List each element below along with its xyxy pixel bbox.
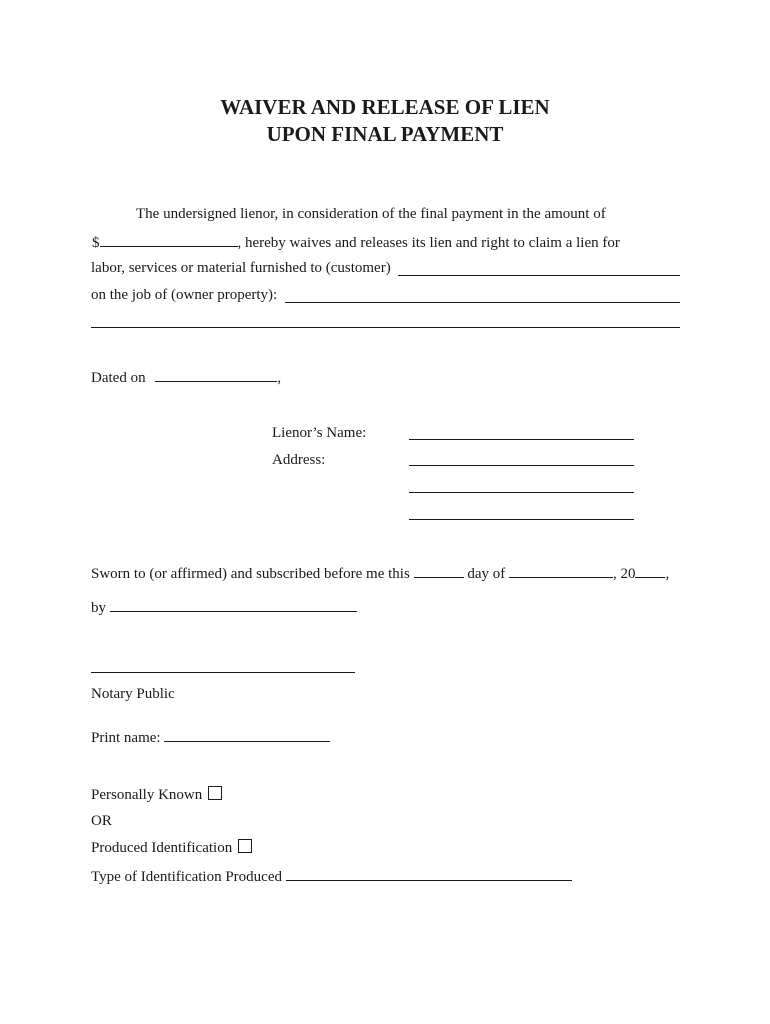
dated-comma: , [277,370,282,386]
consideration-text: The undersigned lienor, in consideration of the final payment in the amount of [136,206,606,222]
address-field-line-2[interactable] [409,492,634,493]
lienor-name-field[interactable] [409,439,634,440]
sworn-prefix: Sworn to (or affirmed) and subscribed before me this [91,566,410,582]
or-label: OR [91,813,112,829]
notary-signature-field[interactable] [91,672,355,673]
owner-property-label: on the job of (owner property): [91,287,278,303]
owner-property-field[interactable] [285,302,680,303]
personally-known-checkbox[interactable] [208,786,222,800]
by-label: by [91,600,106,616]
amount-field[interactable] [100,232,238,247]
print-name-label: Print name: [91,730,161,746]
dated-line [91,367,281,387]
customer-field[interactable] [398,275,680,276]
produced-identification-checkbox[interactable] [238,839,252,853]
amount-line [92,232,620,252]
by-line [91,597,357,617]
dollar-sign: $ [92,235,100,251]
sworn-suffix: , [665,566,670,582]
customer-label: labor, services or material furnished to (customer) [91,260,391,276]
print-name-field[interactable] [164,727,330,742]
identification-type-field[interactable] [286,866,572,881]
produced-identification-label: Produced Identification [91,840,233,856]
document-title-line-1: WAIVER AND RELEASE OF LIEN [220,95,550,119]
personally-known-row [91,786,222,804]
sworn-day-field[interactable] [414,563,464,578]
produced-identification-row [91,839,252,857]
address-label: Address: [272,452,326,468]
identification-type-line [91,866,572,886]
sworn-year-prefix: , 20 [612,566,636,582]
waiver-text: , hereby waives and releases its lien and right to claim a lien for [237,235,620,251]
document-title-line-2: UPON FINAL PAYMENT [266,122,504,146]
identification-type-label: Type of Identification Produced [91,869,282,885]
date-field[interactable] [155,367,277,382]
sworn-line [91,563,669,583]
sworn-month-field[interactable] [509,563,613,578]
dated-label: Dated on [91,370,146,386]
owner-property-field-continued[interactable] [91,327,680,328]
notary-public-label: Notary Public [91,686,175,702]
address-field-line-3[interactable] [409,519,634,520]
sworn-day-of: day of [467,566,506,582]
sworn-year-field[interactable] [635,563,665,578]
by-field[interactable] [110,597,357,612]
lienor-name-label: Lienor’s Name: [272,425,367,441]
print-name-line [91,727,330,747]
personally-known-label: Personally Known [91,787,203,803]
address-field-line-1[interactable] [409,465,634,466]
